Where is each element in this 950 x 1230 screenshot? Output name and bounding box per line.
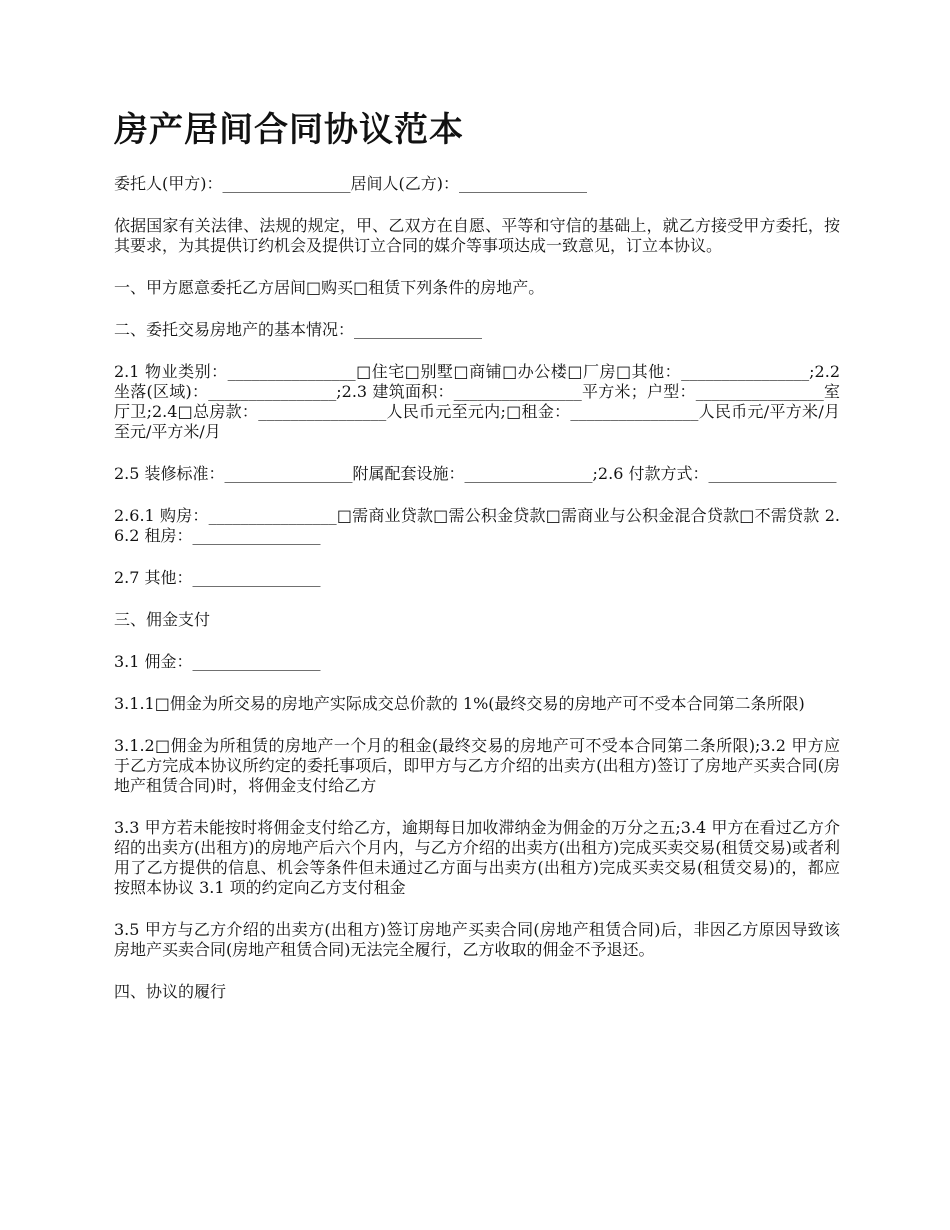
clause-2-7-paragraph: 2.7 其他：________________ — [114, 568, 321, 587]
clause-3-1-paragraph: 3.1 佣金：________________ — [114, 652, 321, 671]
section-1-heading: 一、甲方愿意委托乙方居间□购买□租赁下列条件的房地产。 — [114, 278, 545, 297]
clause-2-5-paragraph: 2.5 装修标准：________________附属配套设施：________________;2.6 付款方式：________________ — [114, 464, 837, 483]
clause-3-5-paragraph: 3.5 甲方与乙方介绍的出卖方(出租方)签订房地产买卖合同(房地产租赁合同)后，非因乙方原因导致该房地产买卖合同(房地产租赁合同)无法完全履行，乙方收取的佣金不予退还。 — [114, 920, 840, 959]
document-title: 房产居间合同协议范本 — [114, 110, 464, 150]
clause-2-1-paragraph: 2.1 物业类别：________________□住宅□别墅□商铺□办公楼□厂房□其他：________________;2.2 坐落(区域)：________________;2.3 建筑面积：________________平方米；户型：________________室厅卫;2.4□总房款：________________人民币元至元内;□租金：________________人民币元/平方米/月至元/平方米/月 — [114, 362, 840, 441]
clause-3-1-2-paragraph: 3.1.2□佣金为所租赁的房地产一个月的租金(最终交易的房地产可不受本合同第二条所限);3.2 甲方应于乙方完成本协议所约定的委托事项后，即甲方与乙方介绍的出卖方(出租方)签订了房地产买卖合同(房地产租赁合同)时，将佣金支付给乙方 — [114, 736, 840, 795]
section-4-heading: 四、协议的履行 — [114, 982, 227, 1001]
clause-3-1-1-paragraph: 3.1.1□佣金为所交易的房地产实际成交总价款的 1%(最终交易的房地产可不受本合同第二条所限) — [114, 694, 805, 713]
section-3-heading: 三、佣金支付 — [114, 610, 211, 629]
clause-2-6-1-paragraph: 2.6.1 购房：________________□需商业贷款□需公积金贷款□需商业与公积金混合贷款□不需贷款 2.6.2 租房：________________ — [114, 506, 840, 545]
parties-line: 委托人(甲方)：________________居间人(乙方)：________________ — [114, 174, 587, 193]
clause-3-3-paragraph: 3.3 甲方若未能按时将佣金支付给乙方，逾期每日加收滞纳金为佣金的万分之五;3.4 甲方在看过乙方介绍的出卖方(出租方)的房地产后六个月内，与乙方介绍的出卖方(出租方)完成买卖交易(租赁交易)或者利用了乙方提供的信息、机会等条件但未通过乙方面与出卖方(出租方)完成买卖交易(租赁交易)的，都应按照本协议 3.1 项的约定向乙方支付租金 — [114, 818, 840, 897]
section-2-heading: 二、委托交易房地产的基本情况：________________ — [114, 320, 483, 339]
preamble-paragraph: 依据国家有关法律、法规的规定，甲、乙双方在自愿、平等和守信的基础上，就乙方接受甲方委托，按其要求，为其提供订约机会及提供订立合同的媒介等事项达成一致意见，订立本协议。 — [114, 216, 840, 255]
